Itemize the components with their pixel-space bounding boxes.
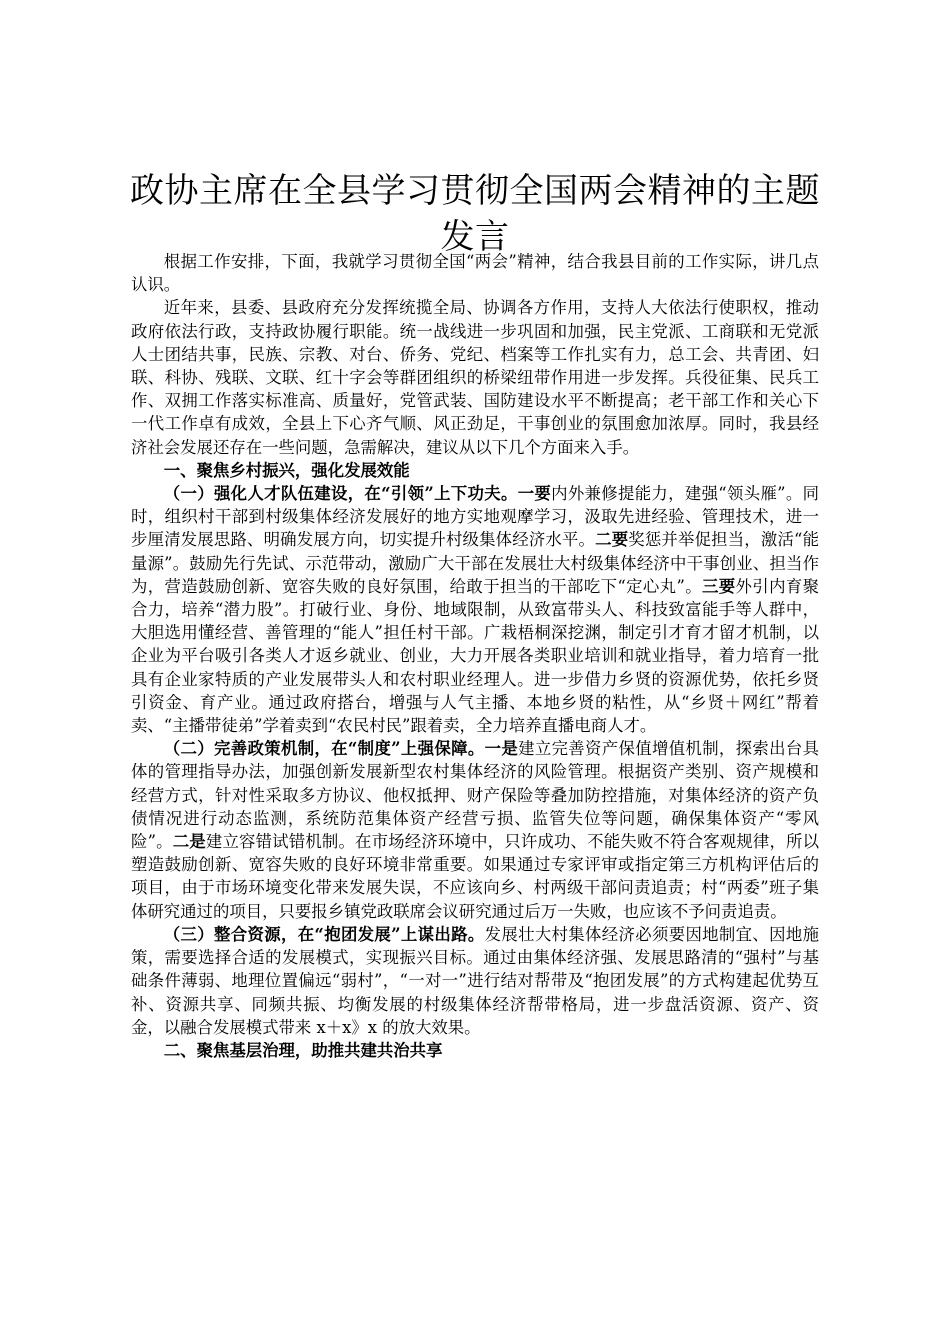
keyword-2: 二要	[595, 530, 629, 550]
paragraph-background: 近年来，县委、县政府充分发挥统揽全局、协调各方作用，支持人大依法行使职权，推动政府依法行政，支持政协履行职能。统一战线进一步巩固和加强，民主党派、工商联和无党派人士团结共事，民族、宗教、对台、侨务、党纪、档案等工作扎实有力，总工会、共青团、妇联、科协、残联、文联、红十字会等群团组织的桥梁纽带作用进一步发挥。兵役征集、民兵工作、双拥工作落实标准高、质量好，党管武装、国防建设水平不断提高；老干部工作和关心下一代工作卓有成效，全县上下心齐气顺、风正劲足，干事创业的氛围愈加浓厚。同时，我县经济社会发展还存在一些问题，急需解决，建议从以下几个方面来入手。	[131, 298, 819, 457]
subsection-heading-1: （一）强化人才队伍建设，在“引领”上下功夫。	[163, 484, 518, 504]
paragraph-intro: 根据工作安排，下面，我就学习贯彻全国“两会”精神，结合我县目前的工作实际，讲几点认识。	[131, 252, 819, 295]
keyword-5: 二是	[172, 832, 206, 852]
policy-text-2: 建立容错试错机制。在市场经济环境中，只许成功、不能失败不符合客观规律，所以塑造鼓励创新、宽容失败的良好环境非常重要。如果通过专家评审或指定第三方机构评估后的项目，由于市场环境变化带来发展失误，不应该向乡、村两级干部问责追责；村“两委”班子集体研究通过的项目，只要报乡镇党政联席会议研究通过后万一失败，也应该不予问责追责。	[131, 832, 819, 921]
document-title	[110, 168, 840, 260]
title-line-2: 发言	[440, 217, 510, 257]
paragraph-policy	[131, 737, 819, 923]
keyword-1: 一要	[517, 484, 552, 504]
title-line-1: 政协主席在全县学习贯彻全国两会精神的主题	[130, 171, 820, 211]
section-heading-1: 一、聚焦乡村振兴，强化发展效能	[163, 460, 410, 480]
subsection-heading-2: （二）完善政策机制，在“制度”上强保障。	[163, 739, 485, 759]
subsection-heading-3: （三）整合资源，在“抱团发展”上谋出路。	[163, 924, 485, 944]
section-heading-2: 二、聚焦基层治理，助推共建共治共享	[163, 1040, 443, 1060]
keyword-3: 三要	[701, 576, 736, 596]
talent-text-3: 外引内育聚合力，培养“潜力股”。打破行业、身份、地域限制，从致富带头人、科技致富能手等人群中，大胆选用懂经营、善管理的“能人”担任村干部。广栽梧桐深挖渊，制定引才育才留才机制，以企业为平台吸引各类人才返乡就业、创业，大力开展各类职业培训和就业指导，着力培育一批具有企业家特质的产业发展带头人和农村职业经理人。进一步借力乡贤的资源优势，依托乡贤引资金、育产业。通过政府搭台，增强与人气主播、本地乡贤的粘性，从“乡贤＋网红”帮着卖、“主播带徒弟”学着卖到“农民村民”跟着卖，全力培养直播电商人才。	[131, 576, 820, 736]
paragraph-resources	[131, 923, 819, 1039]
talent-text-2: 奖惩并举促担当，激活“能量源”。鼓励先行先试、示范带动，激励广大干部在发展壮大村级集体经济中干事创业、担当作为，营造鼓励创新、宽容失败的良好氛围，给敢于担当的干部吃下“定心丸”。	[131, 530, 819, 596]
resources-text: 发展壮大村集体经济必须要因地制宜、因地施策，需要选择合适的发展模式，实现振兴目标。通过由集体经济强、发展思路清的“强村”与基础条件薄弱、地理位置偏远“弱村”，“一对一”进行结对帮带及“抱团发展”的方式构建起优势互补、资源共享、同频共振、均衡发展的村级集体经济帮带格局，进一步盘活资源、资产、资金，以融合发展模式带来 x＋x》x 的放大效果。	[131, 924, 819, 1037]
keyword-4: 一是	[484, 739, 519, 759]
paragraph-talent	[131, 482, 819, 737]
policy-text-1: 建立完善资产保值增值机制，探索出台具体的管理指导办法，加强创新发展新型农村集体经济的风险管理。根据资产类别、资产规模和经营方式，针对性采取多方协议、他权抵押、财产保险等叠加防控措施，对集体经济的资产负债情况进行动态监测，系统防范集体资产经营亏损、监管失位等问题，确保集体资产“零风险”。	[131, 739, 820, 852]
talent-text-1: 内外兼修提能力，建强“领头雁”。同时，组织村干部到村级集体经济发展好的地方实地观摩学习，汲取先进经验、管理技术，进一步厘清发展思路、明确发展方向，切实提升村级集体经济水平。	[131, 484, 819, 550]
document-body	[131, 250, 819, 1062]
